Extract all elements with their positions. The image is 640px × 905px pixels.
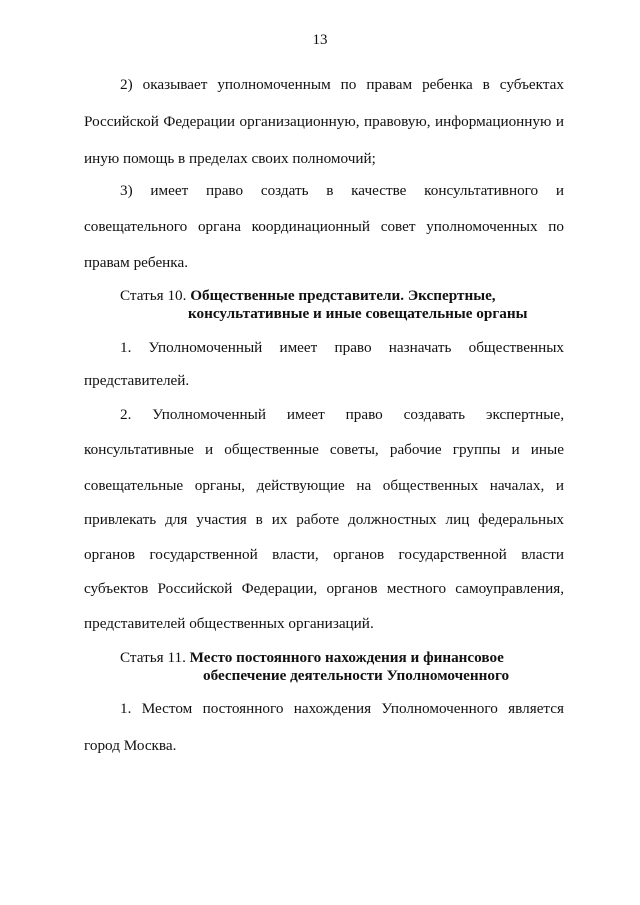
paragraph-line: 2. Уполномоченный имеет право создавать экспертные,: [120, 406, 564, 423]
article-11-heading: [120, 649, 564, 685]
paragraph-line: представителей.: [84, 372, 190, 389]
article-11-title-line: Место постоянного нахождения и финансовое: [189, 649, 504, 666]
paragraph-line: субъектов Российской Федерации, органов местного самоуправления,: [84, 580, 564, 597]
paragraph-line: консультативные и общественные советы, рабочие группы и иные: [84, 441, 564, 458]
paragraph-line: привлекать для участия в их работе должностных лиц федеральных: [84, 511, 564, 528]
paragraph-line: представителей общественных организаций.: [84, 615, 374, 632]
paragraph-line: 1. Уполномоченный имеет право назначать общественных: [120, 339, 564, 356]
paragraph-line: совещательного органа координационный совет уполномоченных по: [84, 218, 564, 235]
paragraph-line: город Москва.: [84, 737, 177, 754]
paragraph-line: Российской Федерации организационную, правовую, информационную и: [84, 113, 564, 130]
paragraph-line: 3) имеет право создать в качестве консультативного и: [120, 182, 564, 199]
paragraph-line: правам ребенка.: [84, 254, 188, 271]
paragraph-line: совещательные органы, действующие на общественных началах, и: [84, 477, 564, 494]
article-11-label: Статья 11.: [120, 649, 186, 666]
paragraph-line: 2) оказывает уполномоченным по правам ребенка в субъектах: [120, 76, 564, 93]
article-10-label: Статья 10.: [120, 287, 187, 304]
article-10-heading: [120, 287, 564, 323]
page-number: 13: [312, 32, 328, 48]
paragraph-line: органов государственной власти, органов государственной власти: [84, 546, 564, 563]
article-11-title-line: обеспечение деятельности Уполномоченного: [203, 667, 510, 684]
article-10-title-line: консультативные и иные совещательные органы: [188, 305, 528, 322]
paragraph-line: 1. Местом постоянного нахождения Уполномоченного является: [120, 700, 564, 717]
paragraph-line: иную помощь в пределах своих полномочий;: [84, 150, 376, 167]
article-10-title-line: Общественные представители. Экспертные,: [190, 287, 496, 304]
